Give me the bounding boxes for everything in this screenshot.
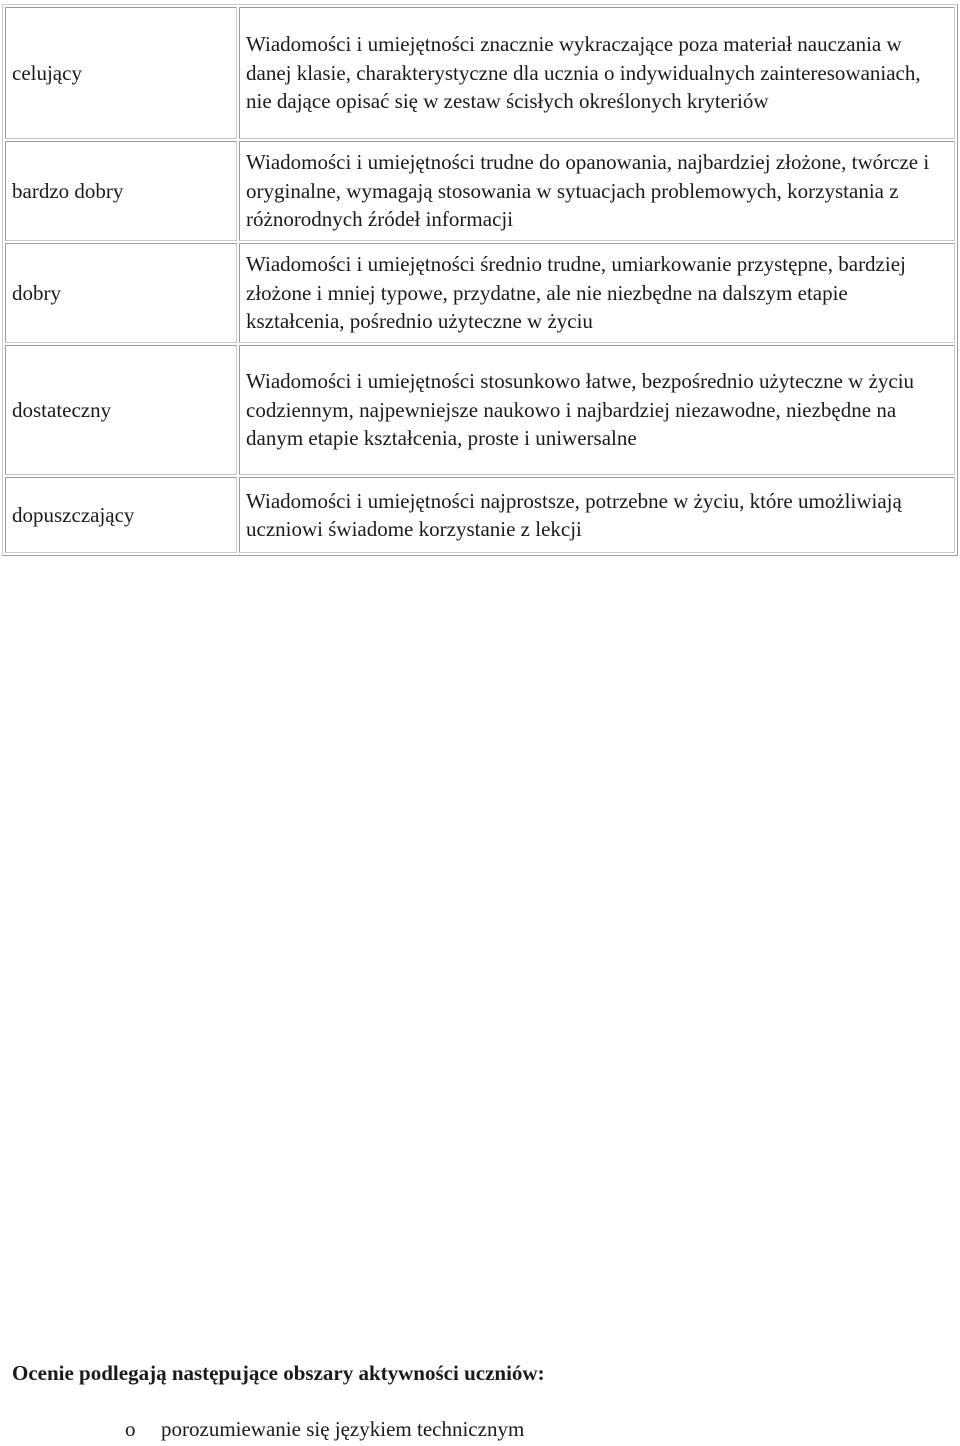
table-row: [5, 7, 955, 139]
list-item: [0, 1414, 524, 1444]
grade-name-cell: dostateczny: [5, 345, 237, 475]
activity-areas-list: [0, 1414, 524, 1444]
grading-criteria-table: [2, 4, 958, 556]
grade-name-cell: bardzo dobry: [5, 141, 237, 241]
table-row: [5, 477, 955, 553]
activity-areas-heading: Ocenie podlegają następujące obszary aktywności uczniów:: [12, 1361, 545, 1385]
table-row: [5, 243, 955, 343]
list-item-text: porozumiewanie się językiem technicznym: [161, 1417, 525, 1441]
grade-name-cell: dopuszczający: [5, 477, 237, 553]
grade-description-cell: Wiadomości i umiejętności najprostsze, potrzebne w życiu, które umożliwiają uczniowi świadome korzystanie z lekcji: [239, 477, 955, 553]
table-row: [5, 345, 955, 475]
grade-description-cell: Wiadomości i umiejętności trudne do opanowania, najbardziej złożone, twórcze i oryginalne, wymagają stosowania w sytuacjach problemowych, korzystania z różnorodnych źródeł informacji: [239, 141, 955, 241]
table-row: [5, 141, 955, 241]
grade-name-cell: dobry: [5, 243, 237, 343]
grade-description-cell: Wiadomości i umiejętności znacznie wykraczające poza materiał nauczania w danej klasie, charakterystyczne dla ucznia o indywidualnych zainteresowaniach, nie dające opisać się w zestaw ścisłych określonych kryteriów: [239, 7, 955, 139]
grade-name-cell: celujący: [5, 7, 237, 139]
grade-description-cell: Wiadomości i umiejętności stosunkowo łatwe, bezpośrednio użyteczne w życiu codziennym, najpewniejsze naukowo i najbardziej niezawodne, niezbędne na danym etapie kształcenia, proste i uniwersalne: [239, 345, 955, 475]
bullet-marker: o: [125, 1417, 136, 1441]
grade-description-cell: Wiadomości i umiejętności średnio trudne, umiarkowanie przystępne, bardziej złożone i mniej typowe, przydatne, ale nie niezbędne na dalszym etapie kształcenia, pośrednio użyteczne w życiu: [239, 243, 955, 343]
